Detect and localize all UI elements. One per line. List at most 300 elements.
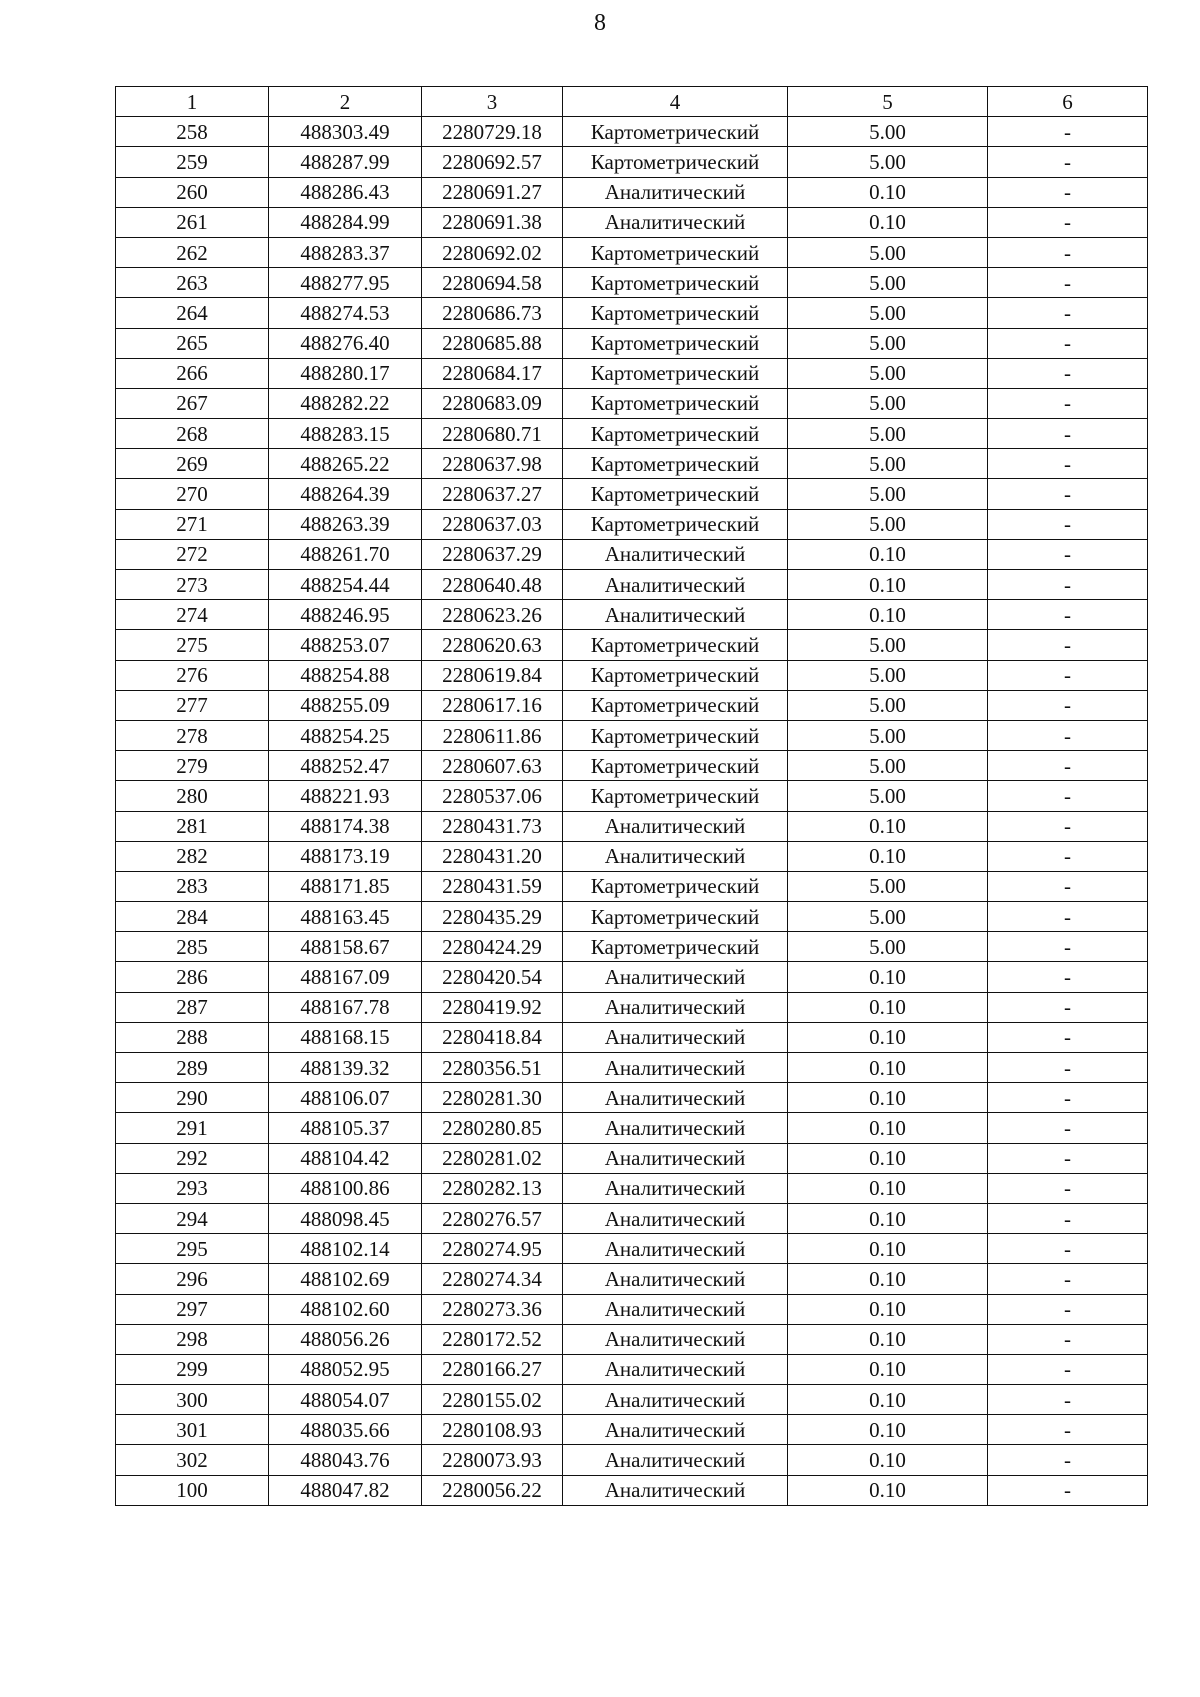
y-coordinate-cell: 2280683.09 xyxy=(422,388,563,418)
description-cell: - xyxy=(988,600,1148,630)
point-number-cell: 280 xyxy=(116,781,269,811)
y-coordinate-cell: 2280356.51 xyxy=(422,1053,563,1083)
method-cell: Аналитический xyxy=(563,962,788,992)
accuracy-cell: 0.10 xyxy=(788,207,988,237)
x-coordinate-cell: 488261.70 xyxy=(269,539,422,569)
description-cell: - xyxy=(988,1083,1148,1113)
description-cell: - xyxy=(988,932,1148,962)
accuracy-cell: 0.10 xyxy=(788,570,988,600)
method-cell: Картометрический xyxy=(563,690,788,720)
point-number-cell: 288 xyxy=(116,1022,269,1052)
point-number-cell: 285 xyxy=(116,932,269,962)
description-cell: - xyxy=(988,690,1148,720)
column-header-1: 1 xyxy=(116,87,269,117)
y-coordinate-cell: 2280431.20 xyxy=(422,841,563,871)
description-cell: - xyxy=(988,147,1148,177)
x-coordinate-cell: 488167.78 xyxy=(269,992,422,1022)
description-cell: - xyxy=(988,781,1148,811)
table-row xyxy=(116,388,1148,418)
description-cell: - xyxy=(988,268,1148,298)
header-row xyxy=(116,87,1148,117)
point-number-cell: 284 xyxy=(116,902,269,932)
y-coordinate-cell: 2280607.63 xyxy=(422,751,563,781)
y-coordinate-cell: 2280640.48 xyxy=(422,570,563,600)
description-cell: - xyxy=(988,1385,1148,1415)
point-number-cell: 272 xyxy=(116,539,269,569)
x-coordinate-cell: 488264.39 xyxy=(269,479,422,509)
description-cell: - xyxy=(988,509,1148,539)
point-number-cell: 300 xyxy=(116,1385,269,1415)
table-row xyxy=(116,479,1148,509)
y-coordinate-cell: 2280435.29 xyxy=(422,902,563,932)
method-cell: Аналитический xyxy=(563,1385,788,1415)
y-coordinate-cell: 2280611.86 xyxy=(422,720,563,750)
accuracy-cell: 0.10 xyxy=(788,1475,988,1505)
y-coordinate-cell: 2280108.93 xyxy=(422,1415,563,1445)
x-coordinate-cell: 488104.42 xyxy=(269,1143,422,1173)
method-cell: Аналитический xyxy=(563,1415,788,1445)
description-cell: - xyxy=(988,1415,1148,1445)
x-coordinate-cell: 488158.67 xyxy=(269,932,422,962)
accuracy-cell: 5.00 xyxy=(788,690,988,720)
table-row xyxy=(116,751,1148,781)
accuracy-cell: 5.00 xyxy=(788,932,988,962)
x-coordinate-cell: 488252.47 xyxy=(269,751,422,781)
x-coordinate-cell: 488254.44 xyxy=(269,570,422,600)
table-row xyxy=(116,1294,1148,1324)
point-number-cell: 293 xyxy=(116,1173,269,1203)
description-cell: - xyxy=(988,388,1148,418)
method-cell: Картометрический xyxy=(563,147,788,177)
method-cell: Картометрический xyxy=(563,388,788,418)
table-row xyxy=(116,1053,1148,1083)
point-number-cell: 299 xyxy=(116,1354,269,1384)
x-coordinate-cell: 488054.07 xyxy=(269,1385,422,1415)
table-row xyxy=(116,781,1148,811)
method-cell: Аналитический xyxy=(563,207,788,237)
table-row xyxy=(116,690,1148,720)
table-row xyxy=(116,962,1148,992)
description-cell: - xyxy=(988,358,1148,388)
method-cell: Аналитический xyxy=(563,1354,788,1384)
accuracy-cell: 5.00 xyxy=(788,328,988,358)
x-coordinate-cell: 488056.26 xyxy=(269,1324,422,1354)
table-row xyxy=(116,177,1148,207)
table-row xyxy=(116,841,1148,871)
point-number-cell: 268 xyxy=(116,419,269,449)
x-coordinate-cell: 488280.17 xyxy=(269,358,422,388)
y-coordinate-cell: 2280281.30 xyxy=(422,1083,563,1113)
accuracy-cell: 0.10 xyxy=(788,1415,988,1445)
method-cell: Картометрический xyxy=(563,871,788,901)
method-cell: Картометрический xyxy=(563,449,788,479)
x-coordinate-cell: 488265.22 xyxy=(269,449,422,479)
table-row xyxy=(116,328,1148,358)
method-cell: Аналитический xyxy=(563,600,788,630)
point-number-cell: 282 xyxy=(116,841,269,871)
x-coordinate-cell: 488284.99 xyxy=(269,207,422,237)
accuracy-cell: 5.00 xyxy=(788,449,988,479)
y-coordinate-cell: 2280623.26 xyxy=(422,600,563,630)
x-coordinate-cell: 488303.49 xyxy=(269,117,422,147)
x-coordinate-cell: 488168.15 xyxy=(269,1022,422,1052)
table-row xyxy=(116,932,1148,962)
description-cell: - xyxy=(988,902,1148,932)
method-cell: Картометрический xyxy=(563,479,788,509)
table-row xyxy=(116,600,1148,630)
point-number-cell: 271 xyxy=(116,509,269,539)
y-coordinate-cell: 2280155.02 xyxy=(422,1385,563,1415)
y-coordinate-cell: 2280274.34 xyxy=(422,1264,563,1294)
method-cell: Аналитический xyxy=(563,811,788,841)
method-cell: Аналитический xyxy=(563,1294,788,1324)
accuracy-cell: 0.10 xyxy=(788,1324,988,1354)
y-coordinate-cell: 2280273.36 xyxy=(422,1294,563,1324)
point-number-cell: 270 xyxy=(116,479,269,509)
method-cell: Аналитический xyxy=(563,1324,788,1354)
method-cell: Аналитический xyxy=(563,1264,788,1294)
method-cell: Картометрический xyxy=(563,419,788,449)
point-number-cell: 286 xyxy=(116,962,269,992)
x-coordinate-cell: 488163.45 xyxy=(269,902,422,932)
x-coordinate-cell: 488263.39 xyxy=(269,509,422,539)
table-row xyxy=(116,1113,1148,1143)
method-cell: Аналитический xyxy=(563,1445,788,1475)
point-number-cell: 100 xyxy=(116,1475,269,1505)
accuracy-cell: 5.00 xyxy=(788,358,988,388)
description-cell: - xyxy=(988,237,1148,267)
accuracy-cell: 5.00 xyxy=(788,388,988,418)
accuracy-cell: 0.10 xyxy=(788,1143,988,1173)
y-coordinate-cell: 2280282.13 xyxy=(422,1173,563,1203)
method-cell: Аналитический xyxy=(563,570,788,600)
method-cell: Картометрический xyxy=(563,358,788,388)
method-cell: Картометрический xyxy=(563,660,788,690)
description-cell: - xyxy=(988,1053,1148,1083)
y-coordinate-cell: 2280619.84 xyxy=(422,660,563,690)
accuracy-cell: 5.00 xyxy=(788,781,988,811)
point-number-cell: 277 xyxy=(116,690,269,720)
table-row xyxy=(116,1385,1148,1415)
y-coordinate-cell: 2280684.17 xyxy=(422,358,563,388)
x-coordinate-cell: 488167.09 xyxy=(269,962,422,992)
accuracy-cell: 5.00 xyxy=(788,479,988,509)
accuracy-cell: 0.10 xyxy=(788,1294,988,1324)
method-cell: Картометрический xyxy=(563,932,788,962)
point-number-cell: 274 xyxy=(116,600,269,630)
description-cell: - xyxy=(988,328,1148,358)
point-number-cell: 275 xyxy=(116,630,269,660)
description-cell: - xyxy=(988,570,1148,600)
method-cell: Картометрический xyxy=(563,630,788,660)
x-coordinate-cell: 488102.60 xyxy=(269,1294,422,1324)
y-coordinate-cell: 2280166.27 xyxy=(422,1354,563,1384)
y-coordinate-cell: 2280280.85 xyxy=(422,1113,563,1143)
table-row xyxy=(116,570,1148,600)
x-coordinate-cell: 488174.38 xyxy=(269,811,422,841)
method-cell: Картометрический xyxy=(563,268,788,298)
page-number: 8 xyxy=(594,10,606,36)
accuracy-cell: 5.00 xyxy=(788,147,988,177)
accuracy-cell: 5.00 xyxy=(788,871,988,901)
point-number-cell: 290 xyxy=(116,1083,269,1113)
x-coordinate-cell: 488139.32 xyxy=(269,1053,422,1083)
description-cell: - xyxy=(988,1445,1148,1475)
y-coordinate-cell: 2280418.84 xyxy=(422,1022,563,1052)
method-cell: Картометрический xyxy=(563,720,788,750)
x-coordinate-cell: 488276.40 xyxy=(269,328,422,358)
y-coordinate-cell: 2280073.93 xyxy=(422,1445,563,1475)
accuracy-cell: 0.10 xyxy=(788,1234,988,1264)
accuracy-cell: 0.10 xyxy=(788,1053,988,1083)
method-cell: Аналитический xyxy=(563,1203,788,1233)
y-coordinate-cell: 2280419.92 xyxy=(422,992,563,1022)
accuracy-cell: 5.00 xyxy=(788,237,988,267)
y-coordinate-cell: 2280537.06 xyxy=(422,781,563,811)
method-cell: Аналитический xyxy=(563,1053,788,1083)
y-coordinate-cell: 2280276.57 xyxy=(422,1203,563,1233)
point-number-cell: 289 xyxy=(116,1053,269,1083)
description-cell: - xyxy=(988,1324,1148,1354)
point-number-cell: 262 xyxy=(116,237,269,267)
x-coordinate-cell: 488171.85 xyxy=(269,871,422,901)
table-row xyxy=(116,1203,1148,1233)
table-row xyxy=(116,539,1148,569)
x-coordinate-cell: 488105.37 xyxy=(269,1113,422,1143)
accuracy-cell: 5.00 xyxy=(788,751,988,781)
accuracy-cell: 0.10 xyxy=(788,841,988,871)
method-cell: Картометрический xyxy=(563,751,788,781)
method-cell: Аналитический xyxy=(563,539,788,569)
table-row xyxy=(116,1234,1148,1264)
point-number-cell: 264 xyxy=(116,298,269,328)
method-cell: Картометрический xyxy=(563,298,788,328)
accuracy-cell: 5.00 xyxy=(788,509,988,539)
table-row xyxy=(116,811,1148,841)
description-cell: - xyxy=(988,539,1148,569)
accuracy-cell: 0.10 xyxy=(788,1445,988,1475)
table-row xyxy=(116,268,1148,298)
table-row xyxy=(116,1415,1148,1445)
point-number-cell: 261 xyxy=(116,207,269,237)
method-cell: Картометрический xyxy=(563,509,788,539)
coordinates-table xyxy=(115,86,1148,1506)
y-coordinate-cell: 2280637.98 xyxy=(422,449,563,479)
table-row xyxy=(116,1022,1148,1052)
x-coordinate-cell: 488246.95 xyxy=(269,600,422,630)
point-number-cell: 297 xyxy=(116,1294,269,1324)
column-header-5: 5 xyxy=(788,87,988,117)
x-coordinate-cell: 488282.22 xyxy=(269,388,422,418)
table-row xyxy=(116,147,1148,177)
point-number-cell: 267 xyxy=(116,388,269,418)
y-coordinate-cell: 2280420.54 xyxy=(422,962,563,992)
point-number-cell: 301 xyxy=(116,1415,269,1445)
description-cell: - xyxy=(988,419,1148,449)
point-number-cell: 281 xyxy=(116,811,269,841)
x-coordinate-cell: 488035.66 xyxy=(269,1415,422,1445)
point-number-cell: 283 xyxy=(116,871,269,901)
description-cell: - xyxy=(988,751,1148,781)
point-number-cell: 266 xyxy=(116,358,269,388)
description-cell: - xyxy=(988,207,1148,237)
x-coordinate-cell: 488286.43 xyxy=(269,177,422,207)
description-cell: - xyxy=(988,841,1148,871)
accuracy-cell: 0.10 xyxy=(788,811,988,841)
accuracy-cell: 5.00 xyxy=(788,630,988,660)
description-cell: - xyxy=(988,1354,1148,1384)
description-cell: - xyxy=(988,1234,1148,1264)
accuracy-cell: 0.10 xyxy=(788,1385,988,1415)
accuracy-cell: 5.00 xyxy=(788,268,988,298)
accuracy-cell: 5.00 xyxy=(788,902,988,932)
x-coordinate-cell: 488254.88 xyxy=(269,660,422,690)
description-cell: - xyxy=(988,1475,1148,1505)
point-number-cell: 263 xyxy=(116,268,269,298)
y-coordinate-cell: 2280637.27 xyxy=(422,479,563,509)
y-coordinate-cell: 2280686.73 xyxy=(422,298,563,328)
y-coordinate-cell: 2280685.88 xyxy=(422,328,563,358)
accuracy-cell: 0.10 xyxy=(788,539,988,569)
method-cell: Аналитический xyxy=(563,841,788,871)
column-header-6: 6 xyxy=(988,87,1148,117)
x-coordinate-cell: 488102.69 xyxy=(269,1264,422,1294)
point-number-cell: 259 xyxy=(116,147,269,177)
table-row xyxy=(116,720,1148,750)
x-coordinate-cell: 488100.86 xyxy=(269,1173,422,1203)
method-cell: Картометрический xyxy=(563,781,788,811)
description-cell: - xyxy=(988,1203,1148,1233)
table-row xyxy=(116,207,1148,237)
accuracy-cell: 0.10 xyxy=(788,1083,988,1113)
column-header-4: 4 xyxy=(563,87,788,117)
method-cell: Аналитический xyxy=(563,1173,788,1203)
y-coordinate-cell: 2280680.71 xyxy=(422,419,563,449)
point-number-cell: 273 xyxy=(116,570,269,600)
accuracy-cell: 0.10 xyxy=(788,1173,988,1203)
x-coordinate-cell: 488277.95 xyxy=(269,268,422,298)
accuracy-cell: 5.00 xyxy=(788,720,988,750)
accuracy-cell: 0.10 xyxy=(788,992,988,1022)
accuracy-cell: 0.10 xyxy=(788,1203,988,1233)
column-header-3: 3 xyxy=(422,87,563,117)
table-row xyxy=(116,298,1148,328)
method-cell: Аналитический xyxy=(563,1234,788,1264)
table-row xyxy=(116,992,1148,1022)
description-cell: - xyxy=(988,298,1148,328)
point-number-cell: 291 xyxy=(116,1113,269,1143)
table-row xyxy=(116,1324,1148,1354)
table-row xyxy=(116,509,1148,539)
accuracy-cell: 5.00 xyxy=(788,298,988,328)
accuracy-cell: 0.10 xyxy=(788,1264,988,1294)
description-cell: - xyxy=(988,871,1148,901)
table-row xyxy=(116,358,1148,388)
y-coordinate-cell: 2280729.18 xyxy=(422,117,563,147)
method-cell: Аналитический xyxy=(563,1113,788,1143)
description-cell: - xyxy=(988,630,1148,660)
table-row xyxy=(116,1354,1148,1384)
description-cell: - xyxy=(988,479,1148,509)
description-cell: - xyxy=(988,992,1148,1022)
point-number-cell: 260 xyxy=(116,177,269,207)
y-coordinate-cell: 2280281.02 xyxy=(422,1143,563,1173)
table-row xyxy=(116,660,1148,690)
description-cell: - xyxy=(988,962,1148,992)
table-row xyxy=(116,237,1148,267)
accuracy-cell: 0.10 xyxy=(788,1022,988,1052)
table-row xyxy=(116,117,1148,147)
y-coordinate-cell: 2280172.52 xyxy=(422,1324,563,1354)
point-number-cell: 296 xyxy=(116,1264,269,1294)
x-coordinate-cell: 488255.09 xyxy=(269,690,422,720)
method-cell: Аналитический xyxy=(563,177,788,207)
accuracy-cell: 5.00 xyxy=(788,117,988,147)
method-cell: Картометрический xyxy=(563,328,788,358)
y-coordinate-cell: 2280694.58 xyxy=(422,268,563,298)
method-cell: Аналитический xyxy=(563,1143,788,1173)
accuracy-cell: 5.00 xyxy=(788,419,988,449)
x-coordinate-cell: 488274.53 xyxy=(269,298,422,328)
y-coordinate-cell: 2280637.03 xyxy=(422,509,563,539)
method-cell: Аналитический xyxy=(563,1022,788,1052)
point-number-cell: 298 xyxy=(116,1324,269,1354)
x-coordinate-cell: 488283.37 xyxy=(269,237,422,267)
description-cell: - xyxy=(988,177,1148,207)
y-coordinate-cell: 2280620.63 xyxy=(422,630,563,660)
method-cell: Картометрический xyxy=(563,902,788,932)
x-coordinate-cell: 488253.07 xyxy=(269,630,422,660)
x-coordinate-cell: 488283.15 xyxy=(269,419,422,449)
description-cell: - xyxy=(988,117,1148,147)
point-number-cell: 292 xyxy=(116,1143,269,1173)
x-coordinate-cell: 488106.07 xyxy=(269,1083,422,1113)
y-coordinate-cell: 2280424.29 xyxy=(422,932,563,962)
y-coordinate-cell: 2280617.16 xyxy=(422,690,563,720)
point-number-cell: 294 xyxy=(116,1203,269,1233)
x-coordinate-cell: 488221.93 xyxy=(269,781,422,811)
method-cell: Аналитический xyxy=(563,1083,788,1113)
description-cell: - xyxy=(988,811,1148,841)
y-coordinate-cell: 2280691.27 xyxy=(422,177,563,207)
description-cell: - xyxy=(988,1022,1148,1052)
y-coordinate-cell: 2280431.73 xyxy=(422,811,563,841)
accuracy-cell: 0.10 xyxy=(788,1354,988,1384)
point-number-cell: 295 xyxy=(116,1234,269,1264)
point-number-cell: 287 xyxy=(116,992,269,1022)
description-cell: - xyxy=(988,1113,1148,1143)
method-cell: Аналитический xyxy=(563,992,788,1022)
table-row xyxy=(116,1475,1148,1505)
x-coordinate-cell: 488173.19 xyxy=(269,841,422,871)
method-cell: Картометрический xyxy=(563,117,788,147)
x-coordinate-cell: 488102.14 xyxy=(269,1234,422,1264)
description-cell: - xyxy=(988,1264,1148,1294)
description-cell: - xyxy=(988,1294,1148,1324)
x-coordinate-cell: 488287.99 xyxy=(269,147,422,177)
point-number-cell: 269 xyxy=(116,449,269,479)
table-row xyxy=(116,871,1148,901)
point-number-cell: 279 xyxy=(116,751,269,781)
description-cell: - xyxy=(988,720,1148,750)
table-row xyxy=(116,1143,1148,1173)
column-header-2: 2 xyxy=(269,87,422,117)
point-number-cell: 302 xyxy=(116,1445,269,1475)
accuracy-cell: 5.00 xyxy=(788,660,988,690)
method-cell: Аналитический xyxy=(563,1475,788,1505)
y-coordinate-cell: 2280692.02 xyxy=(422,237,563,267)
y-coordinate-cell: 2280274.95 xyxy=(422,1234,563,1264)
